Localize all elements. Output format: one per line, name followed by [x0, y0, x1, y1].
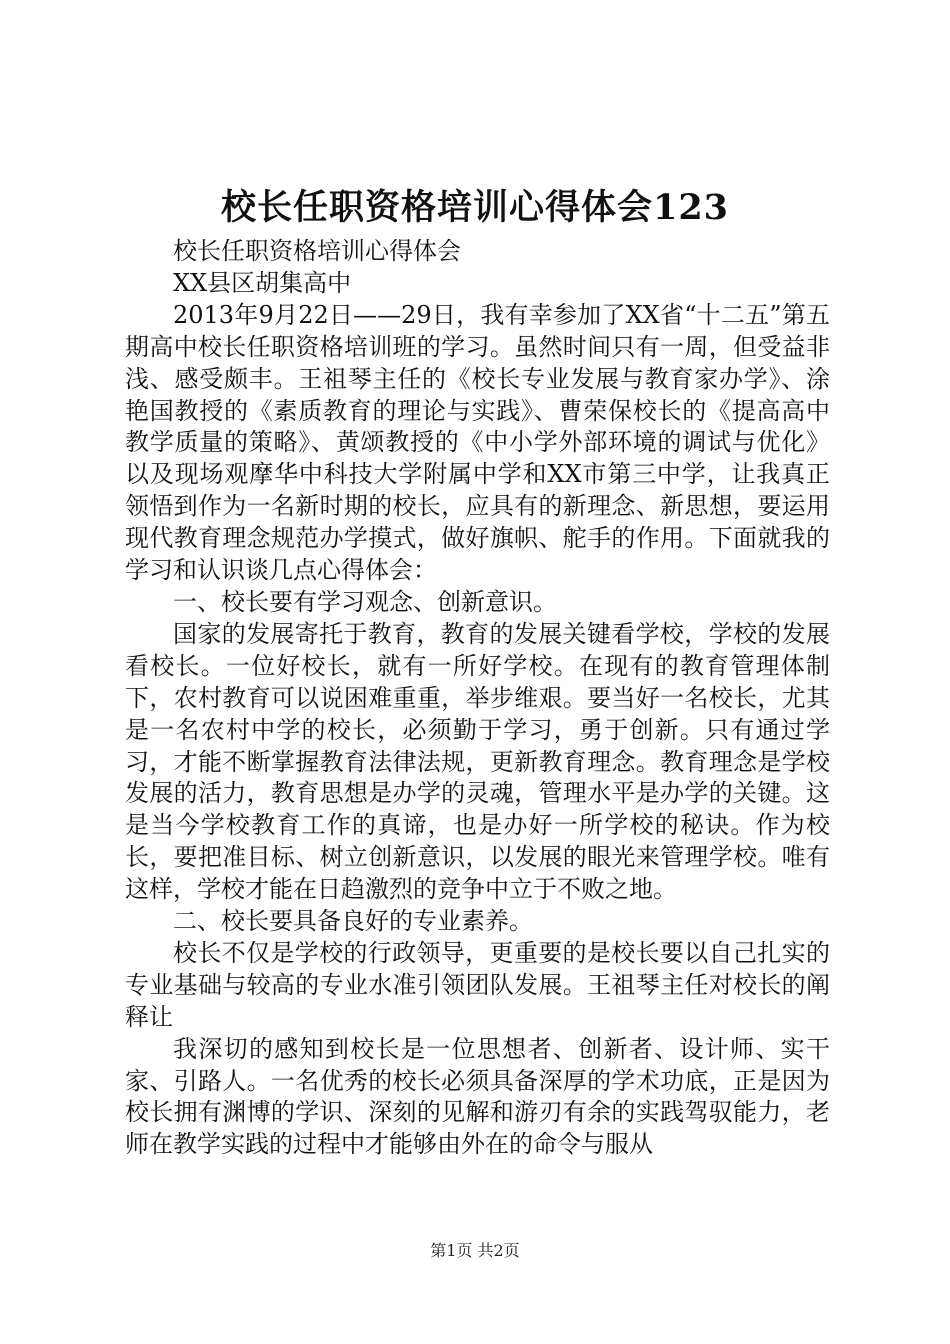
- section-1-paragraph: 国家的发展寄托于教育，教育的发展关键看学校，学校的发展看校长。一位好校长，就有一所好学校。在现有的教育管理体制下，农村教育可以说困难重重，举步维艰。要当好一名校长，尤其是一名农村中学的校长，必须勤于学习，勇于创新。只有通过学习，才能不断掌握教育法律法规，更新教育理念。教育理念是学校发展的活力，教育思想是办学的灵魂，管理水平是办学的关键。这是当今学校教育工作的真谛，也是办好一所学校的秘诀。作为校长，要把准目标、树立创新意识，以发展的眼光来管理学校。唯有这样，学校才能在日趋激烈的竞争中立于不败之地。: [125, 619, 830, 904]
- page-number-footer: 第1页 共2页: [430, 1241, 520, 1260]
- section-heading-2: 二、校长要具备良好的专业素养。: [173, 907, 533, 936]
- document-title: 校长任职资格培训心得体会123: [220, 187, 730, 228]
- intro-paragraph: 2013年9月22日——29日，我有幸参加了XX省“十二五”第五期高中校长任职资格培训班的学习。虽然时间只有一周，但受益非浅、感受颇丰。王祖琴主任的《校长专业发展与教育家办学》、涂艳国教授的《素质教育的理论与实践》、曹荣保校长的《提高高中教学质量的策略》、黄颂教授的《中小学外部环境的调试与优化》以及现场观摩华中科技大学附属中学和XX市第三中学，让我真正领悟到作为一名新时期的校长，应具有的新理念、新思想，要运用现代教育理念规范办学摸式，做好旗帜、舵手的作用。下面就我的学习和认识谈几点心得体会：: [125, 300, 830, 585]
- document-body: [125, 236, 830, 1161]
- section-2-paragraph: 校长不仅是学校的行政领导，更重要的是校长要以自己扎实的专业基础与较高的专业水准引领团队发展。王祖琴主任对校长的阐释让: [125, 938, 830, 1031]
- author-paragraph: XX县区胡集高中: [173, 268, 352, 297]
- section-2-continued-paragraph: 我深切的感知到校长是一位思想者、创新者、设计师、实干家、引路人。一名优秀的校长必须具备深厚的学术功底，正是因为校长拥有渊博的学识、深刻的见解和游刃有余的实践驾驭能力，老师在教学实践的过程中才能够由外在的命令与服从: [125, 1034, 830, 1159]
- section-heading-1: 一、校长要有学习观念、创新意识。: [173, 587, 557, 616]
- subtitle-paragraph: 校长任职资格培训心得体会: [173, 237, 461, 265]
